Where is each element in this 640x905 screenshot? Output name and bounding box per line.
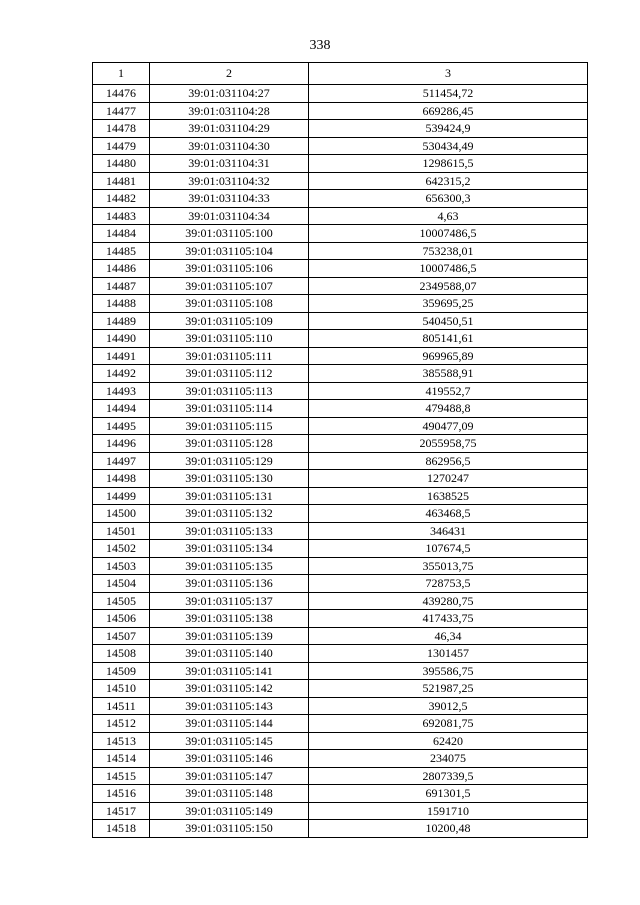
cadastral-number-cell: 39:01:031105:110 xyxy=(150,330,309,348)
cadastral-number-cell: 39:01:031104:32 xyxy=(150,172,309,190)
value-cell: 1638525 xyxy=(309,487,588,505)
table-header xyxy=(93,63,588,85)
value-cell: 805141,61 xyxy=(309,330,588,348)
value-cell: 540450,51 xyxy=(309,312,588,330)
table-row xyxy=(93,225,588,243)
row-number-cell: 14505 xyxy=(93,592,150,610)
row-number-cell: 14488 xyxy=(93,295,150,313)
value-cell: 1591710 xyxy=(309,802,588,820)
cadastral-number-cell: 39:01:031105:137 xyxy=(150,592,309,610)
row-number-cell: 14483 xyxy=(93,207,150,225)
row-number-cell: 14484 xyxy=(93,225,150,243)
table-row xyxy=(93,820,588,838)
cadastral-number-cell: 39:01:031104:27 xyxy=(150,85,309,103)
row-number-cell: 14487 xyxy=(93,277,150,295)
cadastral-number-cell: 39:01:031105:147 xyxy=(150,767,309,785)
value-cell: 39012,5 xyxy=(309,697,588,715)
row-number-cell: 14490 xyxy=(93,330,150,348)
value-cell: 691301,5 xyxy=(309,785,588,803)
table-row xyxy=(93,277,588,295)
value-cell: 10200,48 xyxy=(309,820,588,838)
cadastral-number-cell: 39:01:031105:138 xyxy=(150,610,309,628)
table-row xyxy=(93,435,588,453)
value-cell: 511454,72 xyxy=(309,85,588,103)
table-row xyxy=(93,102,588,120)
table-row xyxy=(93,732,588,750)
row-number-cell: 14494 xyxy=(93,400,150,418)
column-header-2: 2 xyxy=(150,63,309,85)
row-number-cell: 14517 xyxy=(93,802,150,820)
table-row xyxy=(93,487,588,505)
cadastral-number-cell: 39:01:031105:132 xyxy=(150,505,309,523)
value-cell: 669286,45 xyxy=(309,102,588,120)
row-number-cell: 14516 xyxy=(93,785,150,803)
value-cell: 2807339,5 xyxy=(309,767,588,785)
value-cell: 463468,5 xyxy=(309,505,588,523)
value-cell: 395586,75 xyxy=(309,662,588,680)
header-row xyxy=(93,63,588,85)
row-number-cell: 14481 xyxy=(93,172,150,190)
table-row xyxy=(93,750,588,768)
cadastral-number-cell: 39:01:031105:104 xyxy=(150,242,309,260)
table-row xyxy=(93,260,588,278)
value-cell: 10007486,5 xyxy=(309,225,588,243)
row-number-cell: 14500 xyxy=(93,505,150,523)
row-number-cell: 14492 xyxy=(93,365,150,383)
table-row xyxy=(93,627,588,645)
value-cell: 417433,75 xyxy=(309,610,588,628)
column-header-3: 3 xyxy=(309,63,588,85)
row-number-cell: 14485 xyxy=(93,242,150,260)
table-row xyxy=(93,505,588,523)
row-number-cell: 14513 xyxy=(93,732,150,750)
cadastral-number-cell: 39:01:031105:112 xyxy=(150,365,309,383)
table-row xyxy=(93,312,588,330)
cadastral-number-cell: 39:01:031105:149 xyxy=(150,802,309,820)
value-cell: 2055958,75 xyxy=(309,435,588,453)
cadastral-number-cell: 39:01:031105:111 xyxy=(150,347,309,365)
row-number-cell: 14512 xyxy=(93,715,150,733)
cadastral-number-cell: 39:01:031105:133 xyxy=(150,522,309,540)
table-row xyxy=(93,592,588,610)
value-cell: 656300,3 xyxy=(309,190,588,208)
cadastral-number-cell: 39:01:031105:150 xyxy=(150,820,309,838)
table-row xyxy=(93,347,588,365)
value-cell: 728753,5 xyxy=(309,575,588,593)
cadastral-number-cell: 39:01:031105:135 xyxy=(150,557,309,575)
value-cell: 539424,9 xyxy=(309,120,588,138)
data-table xyxy=(92,62,588,838)
table-row xyxy=(93,365,588,383)
cadastral-number-cell: 39:01:031105:113 xyxy=(150,382,309,400)
cadastral-number-cell: 39:01:031105:130 xyxy=(150,470,309,488)
value-cell: 107674,5 xyxy=(309,540,588,558)
table-row xyxy=(93,295,588,313)
table-row xyxy=(93,470,588,488)
row-number-cell: 14508 xyxy=(93,645,150,663)
table-row xyxy=(93,802,588,820)
row-number-cell: 14498 xyxy=(93,470,150,488)
row-number-cell: 14518 xyxy=(93,820,150,838)
table-row xyxy=(93,382,588,400)
cadastral-number-cell: 39:01:031105:139 xyxy=(150,627,309,645)
value-cell: 1301457 xyxy=(309,645,588,663)
cadastral-number-cell: 39:01:031105:106 xyxy=(150,260,309,278)
value-cell: 439280,75 xyxy=(309,592,588,610)
row-number-cell: 14510 xyxy=(93,680,150,698)
table-row xyxy=(93,680,588,698)
row-number-cell: 14476 xyxy=(93,85,150,103)
row-number-cell: 14495 xyxy=(93,417,150,435)
cadastral-number-cell: 39:01:031105:115 xyxy=(150,417,309,435)
cadastral-number-cell: 39:01:031105:100 xyxy=(150,225,309,243)
table-row xyxy=(93,662,588,680)
cadastral-number-cell: 39:01:031104:34 xyxy=(150,207,309,225)
table-row xyxy=(93,540,588,558)
row-number-cell: 14496 xyxy=(93,435,150,453)
row-number-cell: 14477 xyxy=(93,102,150,120)
value-cell: 234075 xyxy=(309,750,588,768)
table-row xyxy=(93,400,588,418)
table-row xyxy=(93,645,588,663)
cadastral-number-cell: 39:01:031105:141 xyxy=(150,662,309,680)
value-cell: 62420 xyxy=(309,732,588,750)
cadastral-number-cell: 39:01:031105:144 xyxy=(150,715,309,733)
row-number-cell: 14507 xyxy=(93,627,150,645)
value-cell: 969965,89 xyxy=(309,347,588,365)
row-number-cell: 14503 xyxy=(93,557,150,575)
cadastral-number-cell: 39:01:031105:148 xyxy=(150,785,309,803)
value-cell: 753238,01 xyxy=(309,242,588,260)
table-row xyxy=(93,85,588,103)
cadastral-number-cell: 39:01:031105:134 xyxy=(150,540,309,558)
value-cell: 1298615,5 xyxy=(309,155,588,173)
row-number-cell: 14497 xyxy=(93,452,150,470)
row-number-cell: 14478 xyxy=(93,120,150,138)
row-number-cell: 14515 xyxy=(93,767,150,785)
cadastral-number-cell: 39:01:031105:129 xyxy=(150,452,309,470)
value-cell: 521987,25 xyxy=(309,680,588,698)
cadastral-number-cell: 39:01:031104:31 xyxy=(150,155,309,173)
table-row xyxy=(93,172,588,190)
cadastral-number-cell: 39:01:031105:143 xyxy=(150,697,309,715)
cadastral-number-cell: 39:01:031105:131 xyxy=(150,487,309,505)
table-row xyxy=(93,575,588,593)
table-row xyxy=(93,417,588,435)
table-body xyxy=(93,85,588,838)
value-cell: 692081,75 xyxy=(309,715,588,733)
value-cell: 10007486,5 xyxy=(309,260,588,278)
row-number-cell: 14489 xyxy=(93,312,150,330)
table-row xyxy=(93,120,588,138)
cadastral-number-cell: 39:01:031105:107 xyxy=(150,277,309,295)
table-row xyxy=(93,610,588,628)
row-number-cell: 14499 xyxy=(93,487,150,505)
cadastral-number-cell: 39:01:031105:109 xyxy=(150,312,309,330)
value-cell: 1270247 xyxy=(309,470,588,488)
table-row xyxy=(93,715,588,733)
value-cell: 359695,25 xyxy=(309,295,588,313)
row-number-cell: 14482 xyxy=(93,190,150,208)
cadastral-number-cell: 39:01:031105:136 xyxy=(150,575,309,593)
table-row xyxy=(93,242,588,260)
cadastral-number-cell: 39:01:031104:28 xyxy=(150,102,309,120)
value-cell: 530434,49 xyxy=(309,137,588,155)
value-cell: 4,63 xyxy=(309,207,588,225)
value-cell: 385588,91 xyxy=(309,365,588,383)
table-row xyxy=(93,155,588,173)
table-row xyxy=(93,452,588,470)
row-number-cell: 14480 xyxy=(93,155,150,173)
value-cell: 490477,09 xyxy=(309,417,588,435)
value-cell: 46,34 xyxy=(309,627,588,645)
row-number-cell: 14514 xyxy=(93,750,150,768)
table-row xyxy=(93,207,588,225)
value-cell: 355013,75 xyxy=(309,557,588,575)
cadastral-number-cell: 39:01:031105:140 xyxy=(150,645,309,663)
cadastral-number-cell: 39:01:031105:114 xyxy=(150,400,309,418)
cadastral-number-cell: 39:01:031105:145 xyxy=(150,732,309,750)
row-number-cell: 14501 xyxy=(93,522,150,540)
cadastral-number-cell: 39:01:031105:142 xyxy=(150,680,309,698)
value-cell: 2349588,07 xyxy=(309,277,588,295)
row-number-cell: 14511 xyxy=(93,697,150,715)
row-number-cell: 14509 xyxy=(93,662,150,680)
row-number-cell: 14491 xyxy=(93,347,150,365)
row-number-cell: 14504 xyxy=(93,575,150,593)
table-row xyxy=(93,557,588,575)
table-row xyxy=(93,697,588,715)
cadastral-number-cell: 39:01:031104:33 xyxy=(150,190,309,208)
column-header-1: 1 xyxy=(93,63,150,85)
cadastral-number-cell: 39:01:031105:146 xyxy=(150,750,309,768)
row-number-cell: 14486 xyxy=(93,260,150,278)
value-cell: 862956,5 xyxy=(309,452,588,470)
table-row xyxy=(93,767,588,785)
table-row xyxy=(93,330,588,348)
table-row xyxy=(93,785,588,803)
row-number-cell: 14479 xyxy=(93,137,150,155)
table-row xyxy=(93,137,588,155)
cadastral-number-cell: 39:01:031105:128 xyxy=(150,435,309,453)
value-cell: 642315,2 xyxy=(309,172,588,190)
cadastral-number-cell: 39:01:031105:108 xyxy=(150,295,309,313)
row-number-cell: 14506 xyxy=(93,610,150,628)
cadastral-number-cell: 39:01:031104:29 xyxy=(150,120,309,138)
row-number-cell: 14502 xyxy=(93,540,150,558)
value-cell: 346431 xyxy=(309,522,588,540)
table-row xyxy=(93,522,588,540)
table-row xyxy=(93,190,588,208)
value-cell: 479488,8 xyxy=(309,400,588,418)
cadastral-number-cell: 39:01:031104:30 xyxy=(150,137,309,155)
page-number: 338 xyxy=(309,38,331,53)
row-number-cell: 14493 xyxy=(93,382,150,400)
value-cell: 419552,7 xyxy=(309,382,588,400)
